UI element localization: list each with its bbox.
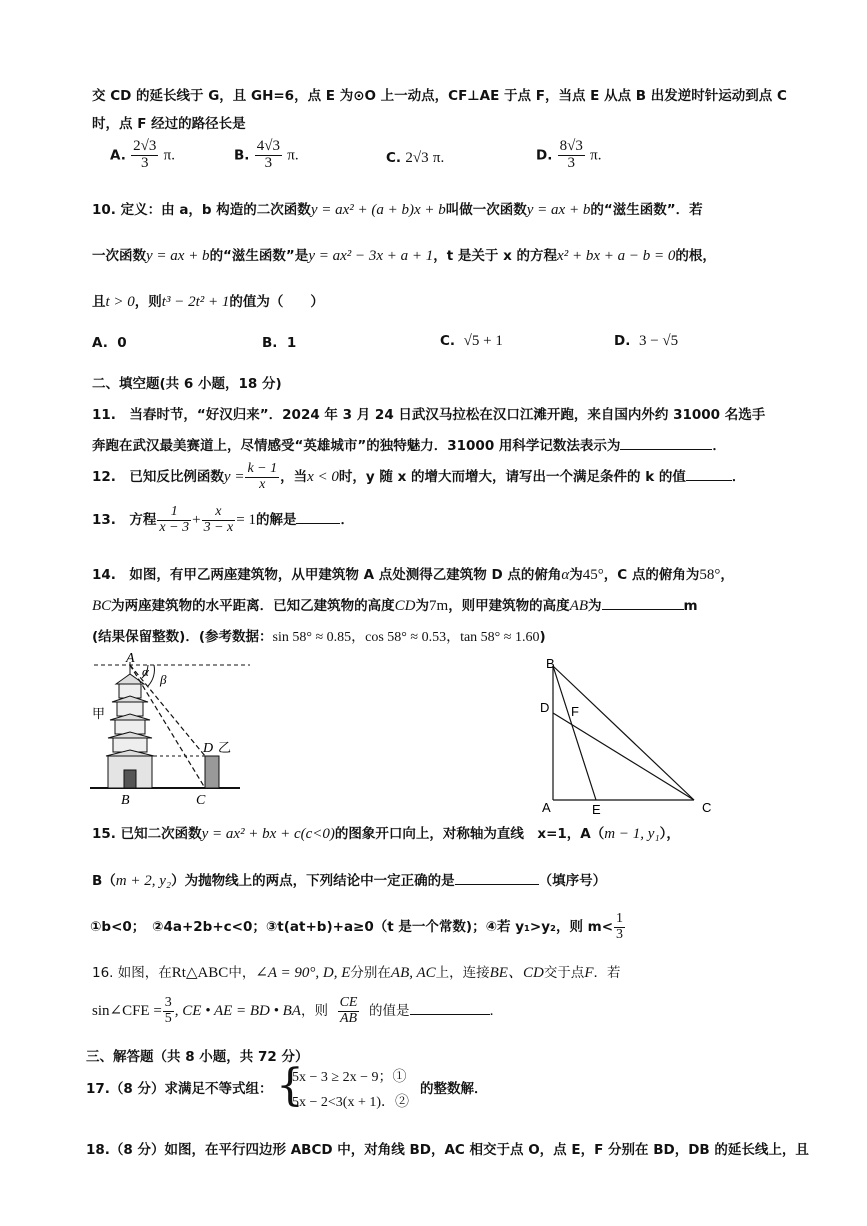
q17-tail: 的整数解． — [420, 1081, 488, 1097]
q9-text-line1: 交 CD 的延长线于 G，且 GH=6，点 E 为⊙O 上一动点，CF⊥AE 于点 F，当点 E 从点 B 出发逆时针运动到点 C — [92, 88, 787, 104]
q9-option-c[interactable]: C. 2√3 π. — [386, 150, 445, 166]
q14-answer-blank[interactable] — [602, 609, 684, 610]
label-beta: β — [160, 672, 167, 687]
q14-line3: (结果保留整数)．(参考数据：sin 58° ≈ 0.85，cos 58° ≈ 0.53，tan 58° ≈ 1.60) — [92, 629, 546, 645]
label-b: B — [121, 793, 130, 808]
q17-inequality-1: 5x − 3 ≥ 2x − 9；① — [292, 1070, 407, 1085]
q11-line1: 11. 当春时节，“好汉归来”．2024 年 3 月 24 日武汉马拉松在汉口江滩开跑，来自国内外约 31000 名选手 — [92, 407, 766, 423]
pagoda-building-jia — [106, 662, 154, 788]
label-c: C — [196, 793, 206, 808]
q15-line2: B（m + 2, y₂）为抛物线上的两点，下列结论中一定正确的是 （填序号） — [92, 873, 607, 889]
q16-line1: 16. 如图，在Rt△ABC中，∠A = 90°, D, E分别在AB, AC上，连接BE、CD交于点F．若 — [92, 965, 621, 981]
q16-line2: sin∠CFE = $\frac{3}{5}$ , CE • AE = BD • BA，则 $\frac{CE}{AB}$ 的值是 ． — [92, 995, 504, 1026]
inequality-brace: { — [276, 1060, 304, 1111]
q15-answer-blank[interactable] — [455, 884, 539, 885]
label-a: A — [126, 651, 135, 666]
figure-q14-buildings — [90, 650, 260, 810]
q9-option-d[interactable]: D. $\frac{8√3}{3}$ π. — [536, 138, 602, 171]
label-e: E — [592, 802, 601, 817]
q18-line1: 18.（8 分）如图，在平行四边形 ABCD 中，对角线 BD，AC 相交于点 O，点 E，F 分别在 BD，DB 的延长线上，且 — [86, 1142, 809, 1158]
section3-title: 三、解答题（共 8 小题，共 72 分） — [86, 1049, 309, 1065]
q10-option-a[interactable]: A. 0 — [92, 335, 127, 351]
label-c: C — [702, 800, 712, 815]
label-d: D — [203, 741, 214, 756]
q14-line1: 14. 如图，有甲乙两座建筑物，从甲建筑物 A 点处测得乙建筑物 D 点的俯角α为45°，C 点的俯角为58°， — [92, 567, 734, 583]
q14-line2: BC为两座建筑物的水平距离．已知乙建筑物的高度CD为7m，则甲建筑物的高度AB为 m — [92, 598, 698, 614]
q16-answer-blank[interactable] — [410, 1014, 490, 1015]
figure-q16-triangle — [536, 654, 722, 819]
label-yi: 乙 — [218, 741, 232, 756]
q10-line3: 且t > 0，则t³ − 2t² + 1的值为（ ） — [92, 294, 324, 310]
q17-inequality-2: 5x − 2<3(x + 1)．② — [292, 1095, 410, 1110]
label-b: B — [546, 656, 555, 671]
q15-line1: 15. 已知二次函数y = ax² + bx + c(c<0)的图象开口向上，对称轴为直线 x=1，A（m − 1, y₁）， — [92, 826, 680, 842]
q9-option-b[interactable]: B. $\frac{4√3}{3}$ π. — [234, 138, 299, 171]
q10-line2: 一次函数y = ax + b的“滋生函数”是y = ax² − 3x + a + 1，t 是关于 x 的方程x² + bx + a − b = 0的根， — [92, 248, 716, 264]
angle-beta-arc — [148, 665, 154, 686]
label-a: A — [542, 800, 551, 815]
building-yi — [205, 756, 219, 788]
q12-answer-blank[interactable] — [686, 480, 732, 481]
q11-line2: 奔跑在武汉最美赛道上，尽情感受“英雄城市”的独特魅力．31000 用科学记数法表示为 ． — [92, 438, 726, 454]
q9-option-a[interactable]: A. $\frac{2√3}{3}$ π. — [110, 138, 175, 171]
q10-option-d[interactable]: D. 3 − √5 — [614, 333, 679, 349]
label-alpha: α — [142, 664, 149, 679]
q12-line: 12. 已知反比例函数y = $\frac{k - 1}{x}$ ，当x < 0时，y 随 x 的增大而增大，请写出一个满足条件的 k 的值 ． — [92, 461, 746, 492]
q13-line: 13. 方程 $\frac{1}{x - 3}$ + $\frac{x}{3 - x}$ = 1的解是 ． — [92, 504, 354, 535]
q17-prompt: 17.（8 分）求满足不等式组： — [86, 1081, 273, 1097]
section2-title: 二、填空题(共 6 小题，18 分) — [92, 376, 282, 392]
q10-option-c[interactable]: C. √5 + 1 — [440, 333, 503, 349]
q13-answer-blank[interactable] — [296, 523, 340, 524]
label-d: D — [540, 700, 550, 715]
q15-conclusions: ①b<0； ②4a+2b+c<0；③t(at+b)+a≥0（t 是一个常数)；④若 y₁>y₂，则 m< $\frac{1}{3}$ — [90, 911, 624, 942]
q10-line1: 10. 定义：由 a，b 构造的二次函数y = ax² + (a + b)x + b叫做一次函数y = ax + b的“滋生函数”．若 — [92, 202, 703, 218]
label-f: F — [571, 704, 579, 719]
segment-cd — [553, 713, 694, 800]
q10-option-b[interactable]: B. 1 — [262, 335, 297, 351]
label-jia: 甲 — [92, 707, 106, 722]
q11-answer-blank[interactable] — [620, 449, 712, 450]
q9-text-line2: 时，点 F 经过的路径长是 — [92, 116, 246, 132]
